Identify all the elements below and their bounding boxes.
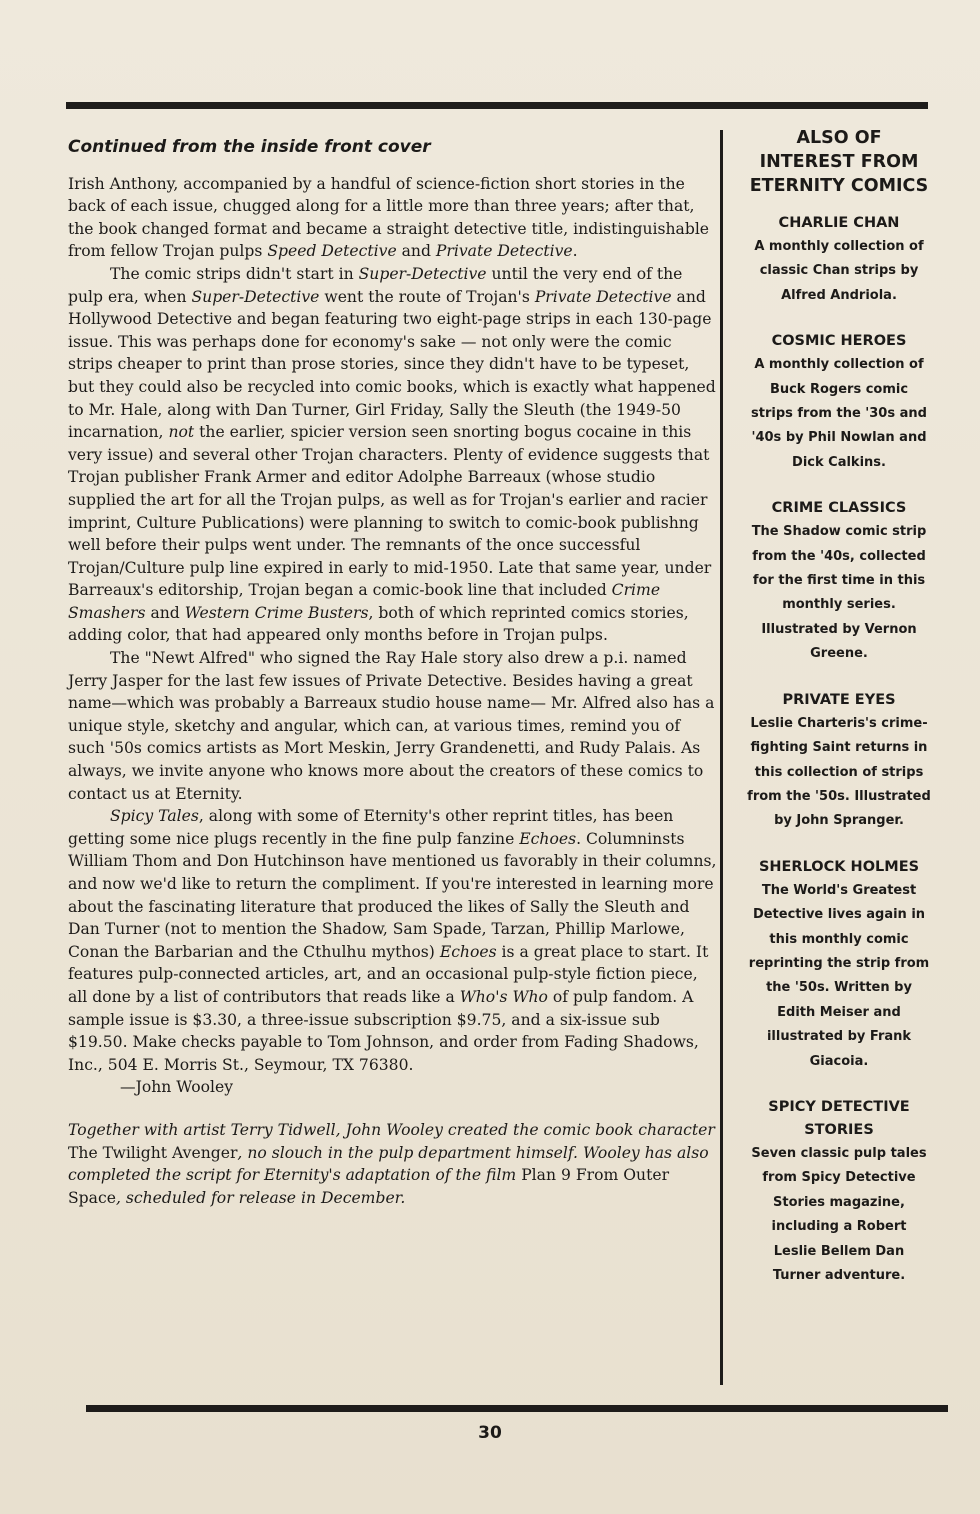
text-run: Western Crime Busters <box>184 603 369 622</box>
sidebar-item-desc: Leslie Charteris's crime- fighting Saint returns in this collection of strips from the '50s. Illustrated by John Spranger. <box>747 715 931 829</box>
sidebar-item-cosmic-heroes <box>728 330 950 475</box>
text-run: The "Newt Alfred" who signed the Ray Hale story also drew a p.i. named Jerry Jasper for the last few issues of Private Detective. Besides having a great name—which was probably a Barreaux studio house name— Mr. Alfred also has a unique style, sketchy and angular, which can, at various times, remind you of such '50s comics artists as Mort Meskin, Jerry Grandenetti, and Rudy Palais. As always, we invite anyone who knows more about the creators of these comics to contact us at Eternity. <box>68 649 715 803</box>
text-run: , scheduled for release in December. <box>115 1188 406 1207</box>
text-run: Together with artist Terry Tidwell, John Wooley created the comic book character <box>68 1120 715 1139</box>
article-paragraph-2 <box>68 263 718 647</box>
text-run: Super-Detective <box>358 264 487 283</box>
sidebar-item-title: CRIME CLASSICS <box>771 500 907 517</box>
text-run: Spicy Tales <box>110 807 199 826</box>
author-bio <box>68 1119 718 1209</box>
sidebar-title: ALSO OF INTEREST FROM ETERNITY COMICS <box>749 128 929 196</box>
text-run: Echoes <box>519 829 577 848</box>
sidebar-item-desc: The World's Greatest Detective lives again in this monthly comic reprinting the strip from the '50s. Written by Edith Meiser and illustrated by Frank Giacoia. <box>748 882 930 1069</box>
text-run: Super-Detective <box>191 287 320 306</box>
sidebar-item-crime-classics <box>728 497 950 666</box>
article-paragraph-1 <box>68 173 718 263</box>
article-column <box>68 136 718 1209</box>
sidebar-item-title: CHARLIE CHAN <box>778 215 900 231</box>
text-run: . <box>572 242 578 261</box>
sidebar-item-spicy-detective-stories <box>728 1096 950 1288</box>
sidebar-item-private-eyes <box>728 689 950 834</box>
text-run: is a great place to start. It features pulp-connected articles, art, and an occasional pulp-style fiction piece, all done by a list of contributors that reads like a <box>68 942 709 1006</box>
text-run: until the very end of the pulp era, when <box>68 264 683 306</box>
text-run: The Twilight Avenger <box>68 1143 238 1162</box>
sidebar-item-title: PRIVATE EYES <box>782 691 896 708</box>
sidebar-also-of-interest <box>728 126 950 1310</box>
text-run: Private Detective <box>534 287 672 306</box>
text-run: Irish Anthony, accompanied by a handful of science-fiction short stories in the back of each issue, chugged along for a little more than three years; after that, the book changed format and became a straight detective title, indistinguishable from fellow Trojan pulps <box>68 174 710 261</box>
text-run: Echoes <box>439 942 497 961</box>
text-run: The comic strips didn't start in <box>110 264 359 283</box>
text-run: , both of which reprinted comics stories, adding color, that had appeared only months before in Trojan pulps. <box>68 603 689 645</box>
text-run: Plan 9 From Outer Space <box>68 1166 670 1207</box>
text-run: of pulp fandom. A sample issue is $3.30, a three-issue subscription $9.75, and a six-issue sub $19.50. Make checks payable to Tom Johnson, and order from Fading Shadows, Inc., 504 E. Morris St., Seymour, TX 76380. <box>68 987 699 1074</box>
text-run: Crime Smashers <box>68 581 661 622</box>
top-rule <box>66 102 928 109</box>
text-run: and <box>396 242 436 261</box>
article-paragraph-4 <box>68 805 718 1076</box>
sidebar-item-charlie-chan <box>728 212 950 308</box>
text-run: , no slouch in the pulp department himself. Wooley has also completed the script for Eternity's adaptation of the film <box>68 1143 709 1185</box>
text-run: and <box>145 603 185 622</box>
sidebar-item-desc: A monthly collection of Buck Rogers comic strips from the '30s and '40s by Phil Nowlan and Dick Calkins. <box>751 357 927 470</box>
text-run: and Hollywood Detective and began featuring two eight-page strips in each 130-page issue. This was perhaps done for economy's sake — not only were the comic strips cheaper to print than prose stories, since they didn't have to be typeset, but they could also be recycled into comic books, which is exactly what happened to Mr. Hale, along with Dan Turner, Girl Friday, Sally the Sleuth (the 1949-50 incarnation, <box>68 287 716 442</box>
text-run: Speed Detective <box>267 242 397 261</box>
text-run: went the route of Trojan's <box>319 287 535 306</box>
text-run: . Columninsts William Thom and Don Hutchinson have mentioned us favorably in their columns, and now we'd like to return the compliment. If you're interested in learning more about the fascinating literature that produced the likes of Sally the Sleuth and Dan Turner (not to mention the Shadow, Sam Spade, Tarzan, Phillip Marlowe, Conan the Barbarian and the Cthulhu mythos) <box>68 829 717 961</box>
article-heading: Continued from the inside front cover <box>68 137 431 157</box>
sidebar-item-desc: The Shadow comic strip from the '40s, collected for the first time in this monthly series. Illustrated by Vernon Greene. <box>751 524 927 662</box>
article-paragraph-3 <box>68 647 718 805</box>
bottom-rule <box>86 1405 948 1412</box>
text-run: Private Detective <box>435 242 573 261</box>
sidebar-item-desc: A monthly collection of classic Chan strips by Alfred Andriola. <box>754 239 924 303</box>
author-signoff: —John Wooley <box>120 1078 234 1097</box>
text-run: the earlier, spicier version seen snorting bogus cocaine in this very issue) and several other Trojan characters. Plenty of evidence suggests that Trojan publisher Frank Armer and editor Adolphe Barreaux (whose studio supplied the art for all the Trojan pulps, as well as for Trojan's earlier and racier imprint, Culture Publications) were planning to switch to comic-book publishng well before their pulps went under. The remnants of the once successful Trojan/Culture pulp line expired in early to mid-1950. Late that same year, under Barreaux's editorship, Trojan began a comic-book line that included <box>68 423 712 600</box>
text-run: not <box>168 423 195 442</box>
column-divider <box>720 130 723 1385</box>
page-number: 30 <box>478 1423 502 1443</box>
text-run: , along with some of Eternity's other reprint titles, has been getting some nice plugs recently in the fine pulp fanzine <box>68 807 674 848</box>
sidebar-item-sherlock-holmes <box>728 856 950 1074</box>
sidebar-item-desc: Seven classic pulp tales from Spicy Detective Stories magazine, including a Robert Leslie Bellem Dan Turner adventure. <box>751 1145 927 1283</box>
sidebar-item-title: SPICY DETECTIVE STORIES <box>768 1098 910 1138</box>
text-run: Who's Who <box>459 987 548 1006</box>
sidebar-item-title: COSMIC HEROES <box>771 333 907 350</box>
sidebar-item-title: SHERLOCK HOLMES <box>758 858 920 875</box>
